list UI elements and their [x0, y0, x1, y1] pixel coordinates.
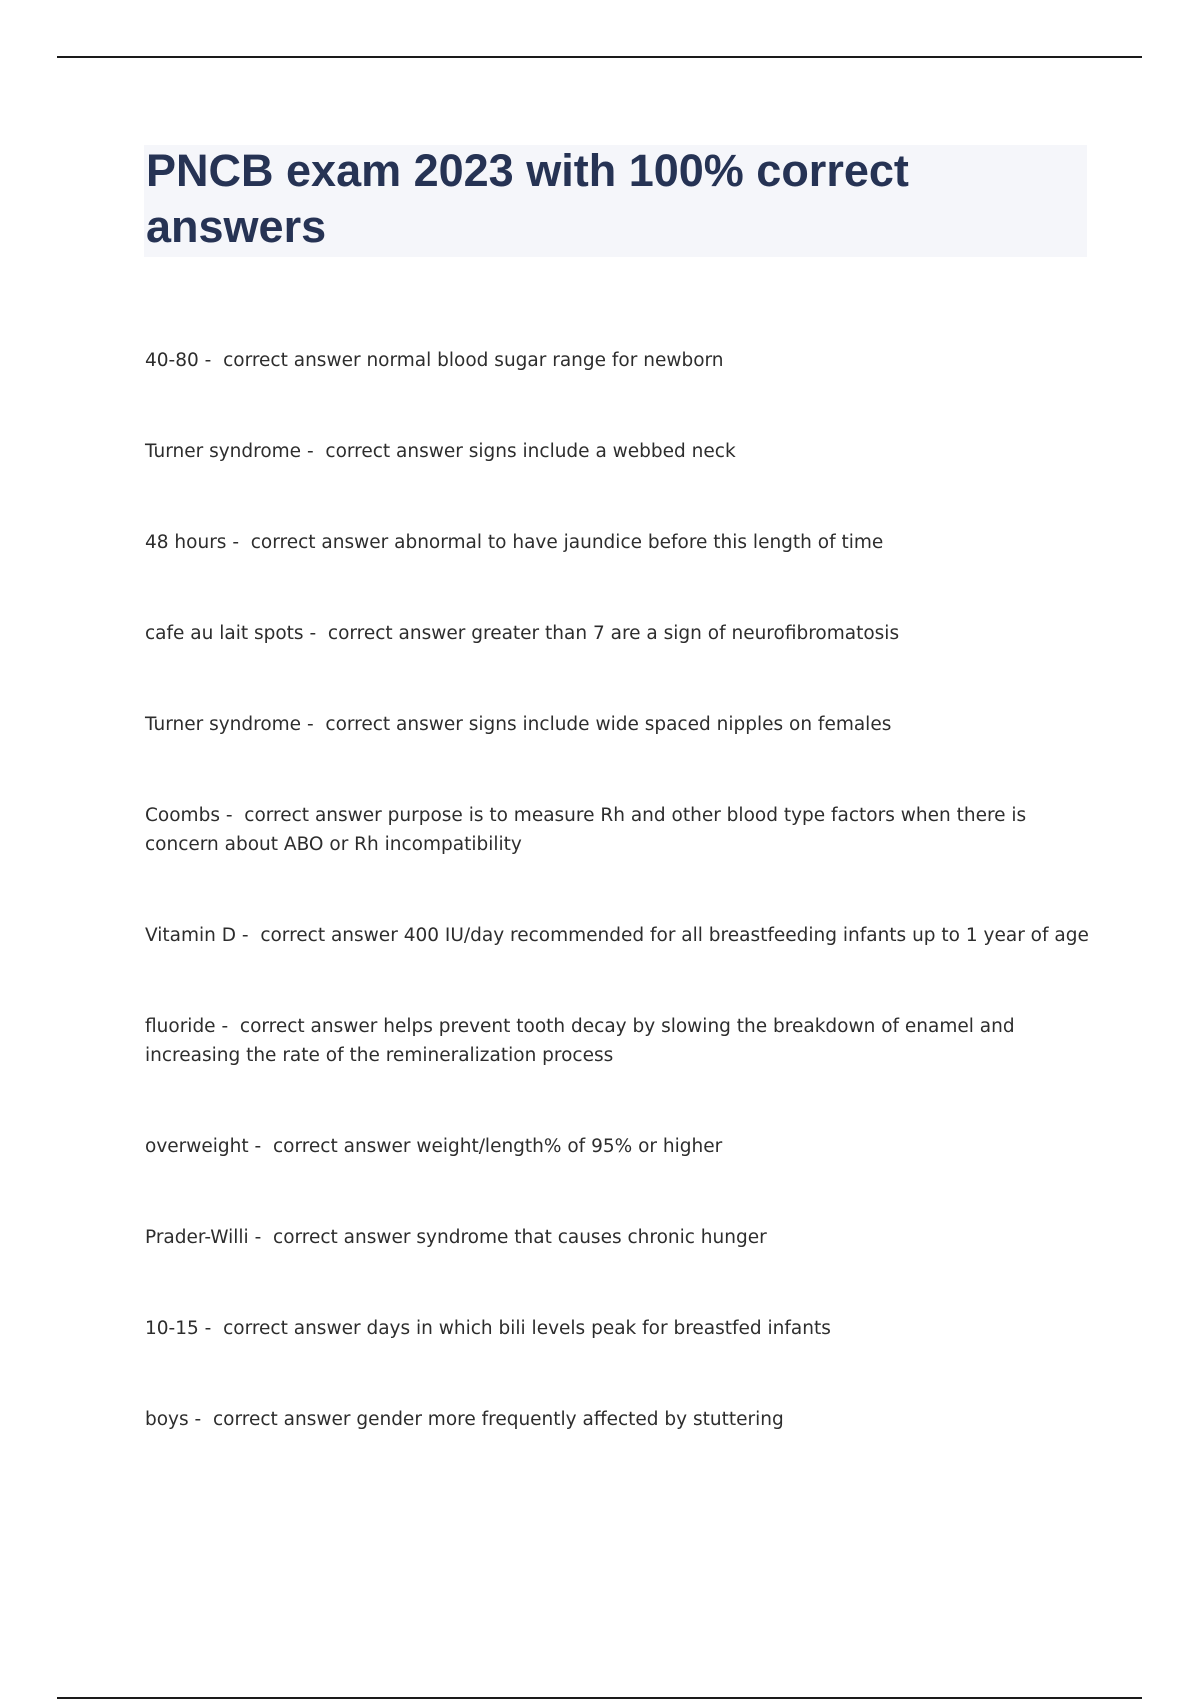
qa-term: 40-80: [145, 350, 199, 371]
qa-term: 48 hours: [145, 532, 227, 553]
qa-answer: normal blood sugar range for newborn: [366, 350, 724, 371]
qa-answer: syndrome that causes chronic hunger: [416, 1227, 767, 1248]
qa-separator: - correct answer: [303, 623, 472, 644]
qa-item: [145, 1012, 1090, 1070]
qa-answer: weight/length% of 95% or higher: [416, 1136, 723, 1157]
qa-answer: signs include a webbed neck: [468, 441, 736, 462]
qa-item: [145, 1314, 1090, 1343]
qa-separator: - correct answer: [226, 532, 395, 553]
qa-answer: purpose is to measure Rh and other blood type factors when there is concern about ABO or Rh incompatibility: [145, 805, 1027, 855]
qa-separator: - correct answer: [301, 714, 469, 735]
qa-separator: - correct answer: [188, 1409, 357, 1430]
qa-answer: gender more frequently affected by stuttering: [356, 1409, 784, 1430]
top-rule: [57, 56, 1142, 58]
qa-answer: days in which bili levels peak for breastfed infants: [366, 1318, 831, 1339]
qa-term: boys: [145, 1409, 189, 1430]
qa-term: fluoride: [145, 1016, 216, 1037]
qa-separator: - correct answer: [198, 1318, 367, 1339]
qa-answer: signs include wide spaced nipples on females: [468, 714, 892, 735]
qa-item: [145, 437, 1090, 466]
qa-answer: greater than 7 are a sign of neurofibromatosis: [471, 623, 900, 644]
qa-term: Prader-Willi: [145, 1227, 249, 1248]
qa-term: Turner syndrome: [145, 714, 302, 735]
qa-item: [145, 921, 1090, 950]
qa-item: [145, 528, 1090, 557]
qa-item: [145, 346, 1090, 375]
qa-item: [145, 1405, 1090, 1434]
qa-separator: - correct answer: [219, 805, 388, 826]
qa-list: [145, 346, 1090, 1434]
qa-term: cafe au lait spots: [145, 623, 304, 644]
qa-item: [145, 1132, 1090, 1161]
qa-answer: helps prevent tooth decay by slowing the breakdown of enamel and increasing the rate of the remineralization process: [145, 1016, 1015, 1066]
qa-separator: - correct answer: [248, 1136, 417, 1157]
qa-separator: - correct answer: [248, 1227, 417, 1248]
qa-term: Coombs: [145, 805, 220, 826]
qa-item: [145, 710, 1090, 739]
qa-separator: - correct answer: [198, 350, 367, 371]
qa-item: [145, 619, 1090, 648]
qa-separator: - correct answer: [215, 1016, 384, 1037]
qa-answer: 400 IU/day recommended for all breastfeeding infants up to 1 year of age: [403, 925, 1089, 946]
qa-item: [145, 1223, 1090, 1252]
qa-separator: - correct answer: [236, 925, 404, 946]
qa-item: [145, 801, 1090, 859]
qa-separator: - correct answer: [301, 441, 469, 462]
bottom-rule: [57, 1697, 1142, 1699]
qa-answer: abnormal to have jaundice before this length of time: [394, 532, 884, 553]
qa-term: 10-15: [145, 1318, 199, 1339]
qa-term: Vitamin D: [145, 925, 236, 946]
page-title: PNCB exam 2023 with 100% correct answers: [146, 145, 909, 252]
qa-term: Turner syndrome: [145, 441, 302, 462]
qa-term: overweight: [145, 1136, 249, 1157]
